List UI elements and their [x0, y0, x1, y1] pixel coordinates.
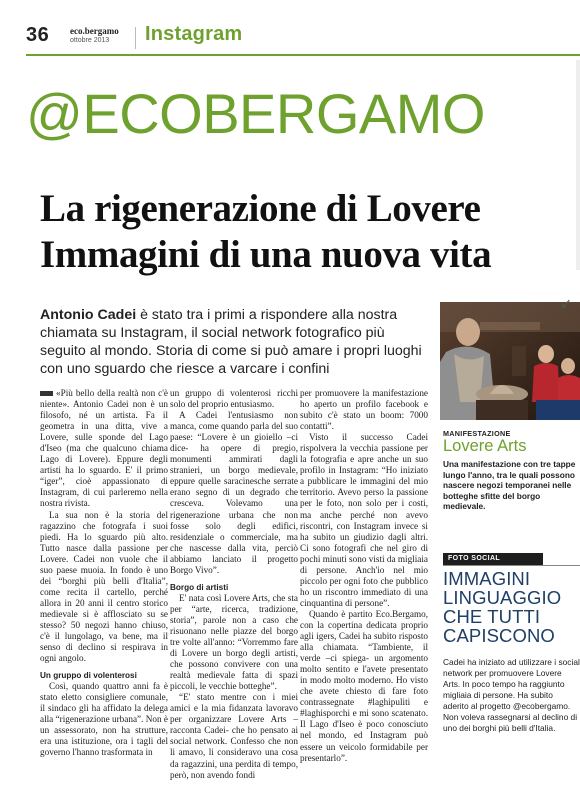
headline-line-2: Immagini di una nuova vita — [40, 233, 492, 276]
paragraph: “E' stato mentre con i miei amici e la mia fidanzata lavoravo per organizzare Lovere Arts –racconta Cadei- che ho pensato ai social network. Confesso che non li amavo, li consideravo una cosa da ragazzini, una perdita di tempo, però, non avendo fondi — [170, 692, 298, 780]
subheading: Borgo di artisti — [170, 582, 229, 592]
paragraph: La sua non è la storia del ragazzino che fotografa i suoi piedi. Ha lo sguardo più alto. Tutto nasce dalla passione per Lovere. Cadei non vuole che il suo paese muoia. In fondo è uno dei “borghi più belli d'Italia”, come recita il cartello, perché allora in 20 anni il centro storico medievale si è afflosciato su se stesso? 50 negozi hanno chiuso, c'è il lungolago, va bene, ma il senso di declino si respirava in ogni angolo. — [40, 509, 168, 664]
headline-line-1: La rigenerazione di Lovere — [40, 187, 481, 230]
subheading: Un gruppo di volenterosi — [40, 671, 137, 681]
instagram-handle: @ECOBERGAMO — [26, 82, 485, 145]
newspaper-masthead — [70, 26, 119, 46]
sidebox-text: Cadei ha iniziato ad utilizzare i social network per promuovere Lovere Arts. In poco tempo ha raggiunto migliaia di persone. Ha subito aderito al progetto @ecobergamo. Non voleva rassegnarsi al declino di uno dei borghi più belli d'Italia. — [443, 657, 580, 733]
arrow-icon: ↙ — [560, 296, 572, 312]
article-column-2 — [170, 388, 298, 781]
paragraph: Visto il successo Cadei rispolvera la vecchia passione per la fotografia e apre anche un suo profilo in Instagram: “Ho iniziato a pubblicare le immagini del mio territorio. Avevo perso la passione per le foto, non solo per i costi, ma anche perché non avevo riscontri, con Instagram invece si ha subito un giudizio dagli altri. Ci sono fotografi che nel giro di pochi minuti sono visti da migliaia di persone. Anch'io nel mio piccolo per ogni foto che pubblico ho un riscontro immediato di una cinquantina di persone”. — [300, 432, 428, 608]
paragraph: un gruppo di volenterosi ricchi solo del proprio entusiasmo. — [170, 388, 298, 410]
lead-author: Antonio Cadei — [40, 307, 137, 323]
paragraph: A Cadei l'entusiasmo non manca, come quando parla del suo paese: “Lovere è un gioiello –ci dice- ha opere di pregio, monumenti ammirati dagli stranieri, un borgo medievale, eppure quelle saracinesche serrate erano segno di un degrado che cresceva. Volevamo una rigenerazione urbana che non fosse solo degli edifici, residenziale o commerciale, ma che nascesse dalla vita, perciò abbiamo lanciato il progetto Borgo Vivo”. — [170, 410, 298, 575]
paragraph: per promuovere la manifestazione ho aperto un profilo facebook e subito c'è stato un boom: 7000 contatti”. — [300, 388, 428, 432]
section-title: Instagram — [145, 23, 243, 45]
issue-date: ottobre 2013 — [70, 37, 110, 44]
article-lead — [40, 306, 426, 378]
article-column-1 — [40, 388, 168, 759]
paragraph: Quando è partito Eco.Bergamo, con la copertina dedicata proprio agli igers, Cadei ha subito risposto alla chiamata. “Tambiente, il verde –ci spiega- un argomento molto sentito e l'avete presentato in modo molto moderno. Ho visto che avete chiesto di fare foto contrassegnate #laghipuliti e #laghisporchi e mi sono scatenato. Il Lago d'Iseo è poco conosciuto nel mondo, ed Instagram può essere un veicolo formidabile per presentarlo”. — [300, 608, 428, 763]
caption-text: Una manifestazione con tre tappe lungo l'anno, tra le quali possono nascere negozi temporanei nelle botteghe sfitte del borgo medievale. — [443, 459, 576, 512]
sidebox-title: IMMAGINI LINGUAGGIO CHE TUTTI CAPISCONO — [443, 568, 562, 646]
sidebox-label: FOTO SOCIAL — [443, 553, 543, 565]
sidebox-rule — [443, 565, 580, 566]
article-photo — [440, 302, 580, 420]
header-rule — [26, 54, 580, 56]
paragraph-start-mark — [40, 391, 53, 396]
pottery-workshop-photo — [440, 302, 580, 420]
paragraph-text: «Più bello della realtà non c'è niente». Antonio Cadei non è un filosofo, né un artista. Fa il geometra in una ditta, vive a Lovere, sulle sponde del Lago d'Iseo (ma che qualcuno chiama Lago di Lovere). Eppure degli artisti ha lo sguardo. E' il primo “iger”, cioè appassionato di Instagram, di cui parleremo nella nostra rivista. — [40, 388, 168, 509]
page-edge-shadow — [576, 60, 580, 270]
header-divider — [135, 27, 136, 49]
paragraph: E' nata così Lovere Arts, che sta per “arte, ricerca, tradizione, storia”, parole non a caso che risuonano nelle piazze del borgo tre volte all'anno: “Vorremmo fare di Lovere un borgo degli artisti, che possono convivere con una realtà medievale fatta di spazi piccoli, le vecchie botteghe”. — [170, 592, 298, 692]
article-column-3 — [300, 388, 428, 764]
caption-kicker: MANIFESTAZIONE — [443, 429, 511, 438]
paragraph — [40, 388, 168, 510]
article-headline — [40, 186, 491, 278]
page-number: 36 — [26, 24, 50, 46]
paragraph: Così, quando quattro anni fa è stato eletto consigliere comunale, il sindaco gli ha affidato la delega alla “rigenerazione urbana”. Non è un assessorato, non ha strutture, era una istituzione, ora i tagli del governo l'hanno trasformata in — [40, 681, 168, 758]
lead-text: è stato tra i primi a rispondere alla nostra chiamata su Instagram, il social network fotografico più seguito al mondo. Storia di come si può amare i propri luoghi con uno sguardo che riesce a varcare i confini — [40, 307, 422, 377]
newspaper-name: eco.bergamo — [70, 26, 119, 36]
caption-title: Lovere Arts — [443, 437, 527, 455]
